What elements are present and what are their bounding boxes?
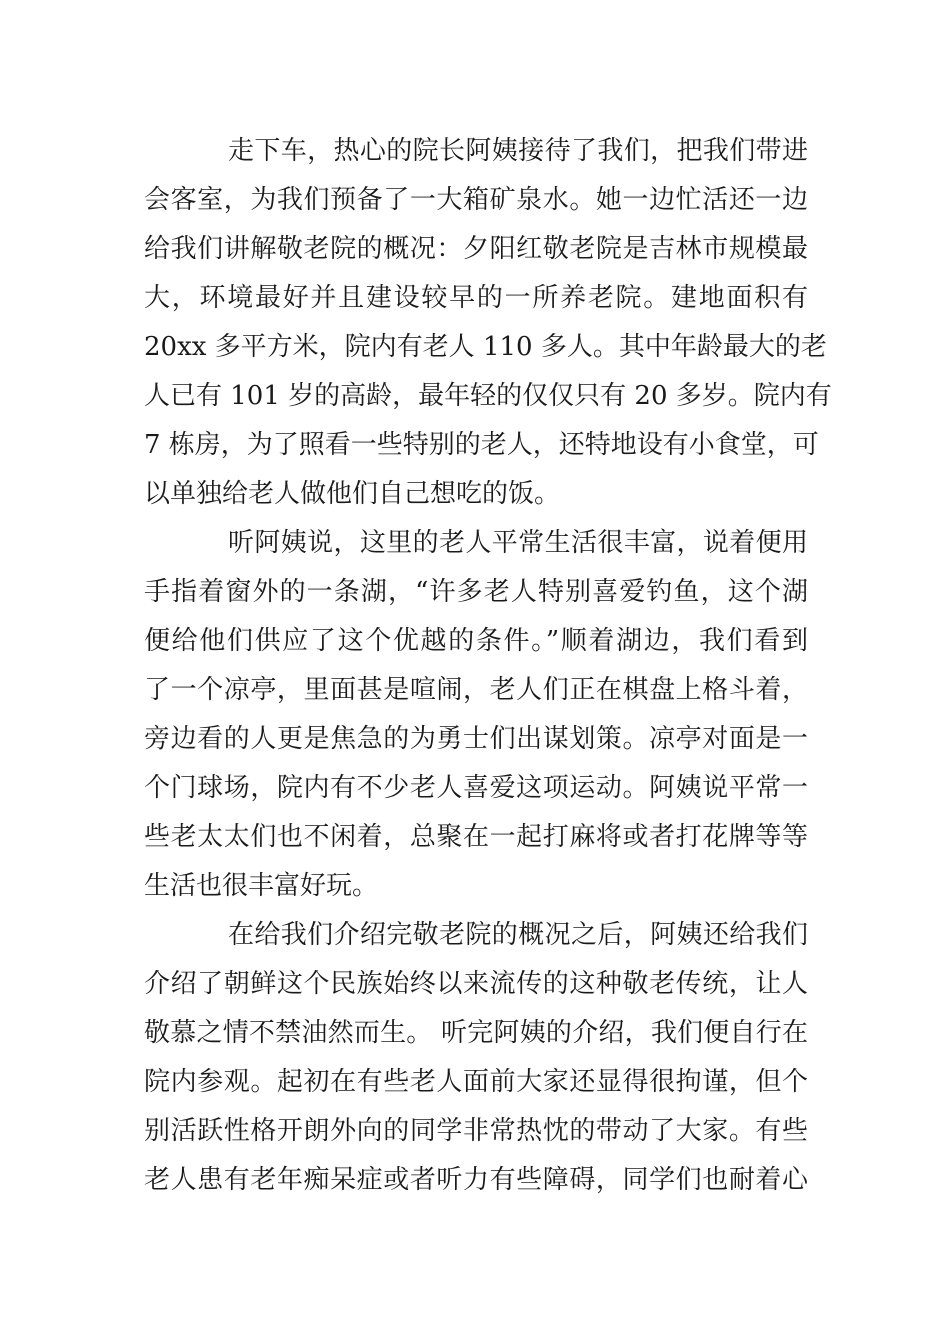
text-line: 给我们讲解敬老院的概况：夕阳红敬老院是吉林市规模最 [144, 234, 808, 264]
text-line: 以单独给老人做他们自己想吃的饭。 [144, 479, 561, 509]
text-line: 手指着窗外的一条湖，“许多老人特别喜爱钓鱼，这个湖 [144, 577, 808, 607]
text-line: 生活也很丰富好玩。 [144, 871, 379, 901]
text-line: 旁边看的人更是焦急的为勇士们出谋划策。凉亭对面是一 [144, 724, 808, 754]
text-line: 个门球场，院内有不少老人喜爱这项运动。阿姨说平常一 [144, 773, 808, 803]
text-line: 20xx 多平方米，院内有老人 110 多人。其中年龄最大的老 [144, 332, 827, 362]
text-line: 便给他们供应了这个优越的条件。”顺着湖边，我们看到 [144, 626, 808, 656]
text-line: 了一个凉亭，里面甚是喧闹，老人们正在棋盘上格斗着， [144, 675, 808, 705]
paragraph-2 [144, 519, 808, 911]
text-line: 些老太太们也不闲着，总聚在一起打麻将或者打花牌等等 [144, 822, 808, 852]
text-line: 7 栋房，为了照看一些特别的老人，还特地设有小食堂，可 [144, 430, 819, 460]
text-line: 走下车，热心的院长阿姨接待了我们，把我们带进 [228, 136, 808, 166]
text-line: 听阿姨说，这里的老人平常生活很丰富，说着便用 [228, 528, 808, 558]
text-line: 大，环境最好并且建设较早的一所养老院。建地面积有 [144, 283, 808, 313]
paragraph-3 [144, 911, 808, 1205]
body-text [144, 127, 832, 1205]
text-line: 老人患有老年痴呆症或者听力有些障碍，同学们也耐着心 [144, 1165, 808, 1195]
paragraph-1 [144, 127, 832, 519]
text-line: 会客室，为我们预备了一大箱矿泉水。她一边忙活还一边 [144, 185, 808, 215]
text-line: 人已有 101 岁的高龄，最年轻的仅仅只有 20 多岁。院内有 [144, 381, 832, 411]
text-line: 在给我们介绍完敬老院的概况之后，阿姨还给我们 [228, 920, 808, 950]
text-line: 院内参观。起初在有些老人面前大家还显得很拘谨，但个 [144, 1067, 808, 1097]
text-line: 别活跃性格开朗外向的同学非常热忱的带动了大家。有些 [144, 1116, 808, 1146]
text-line: 敬慕之情不禁油然而生。 听完阿姨的介绍，我们便自行在 [144, 1018, 808, 1048]
text-line: 介绍了朝鲜这个民族始终以来流传的这种敬老传统，让人 [144, 969, 808, 999]
